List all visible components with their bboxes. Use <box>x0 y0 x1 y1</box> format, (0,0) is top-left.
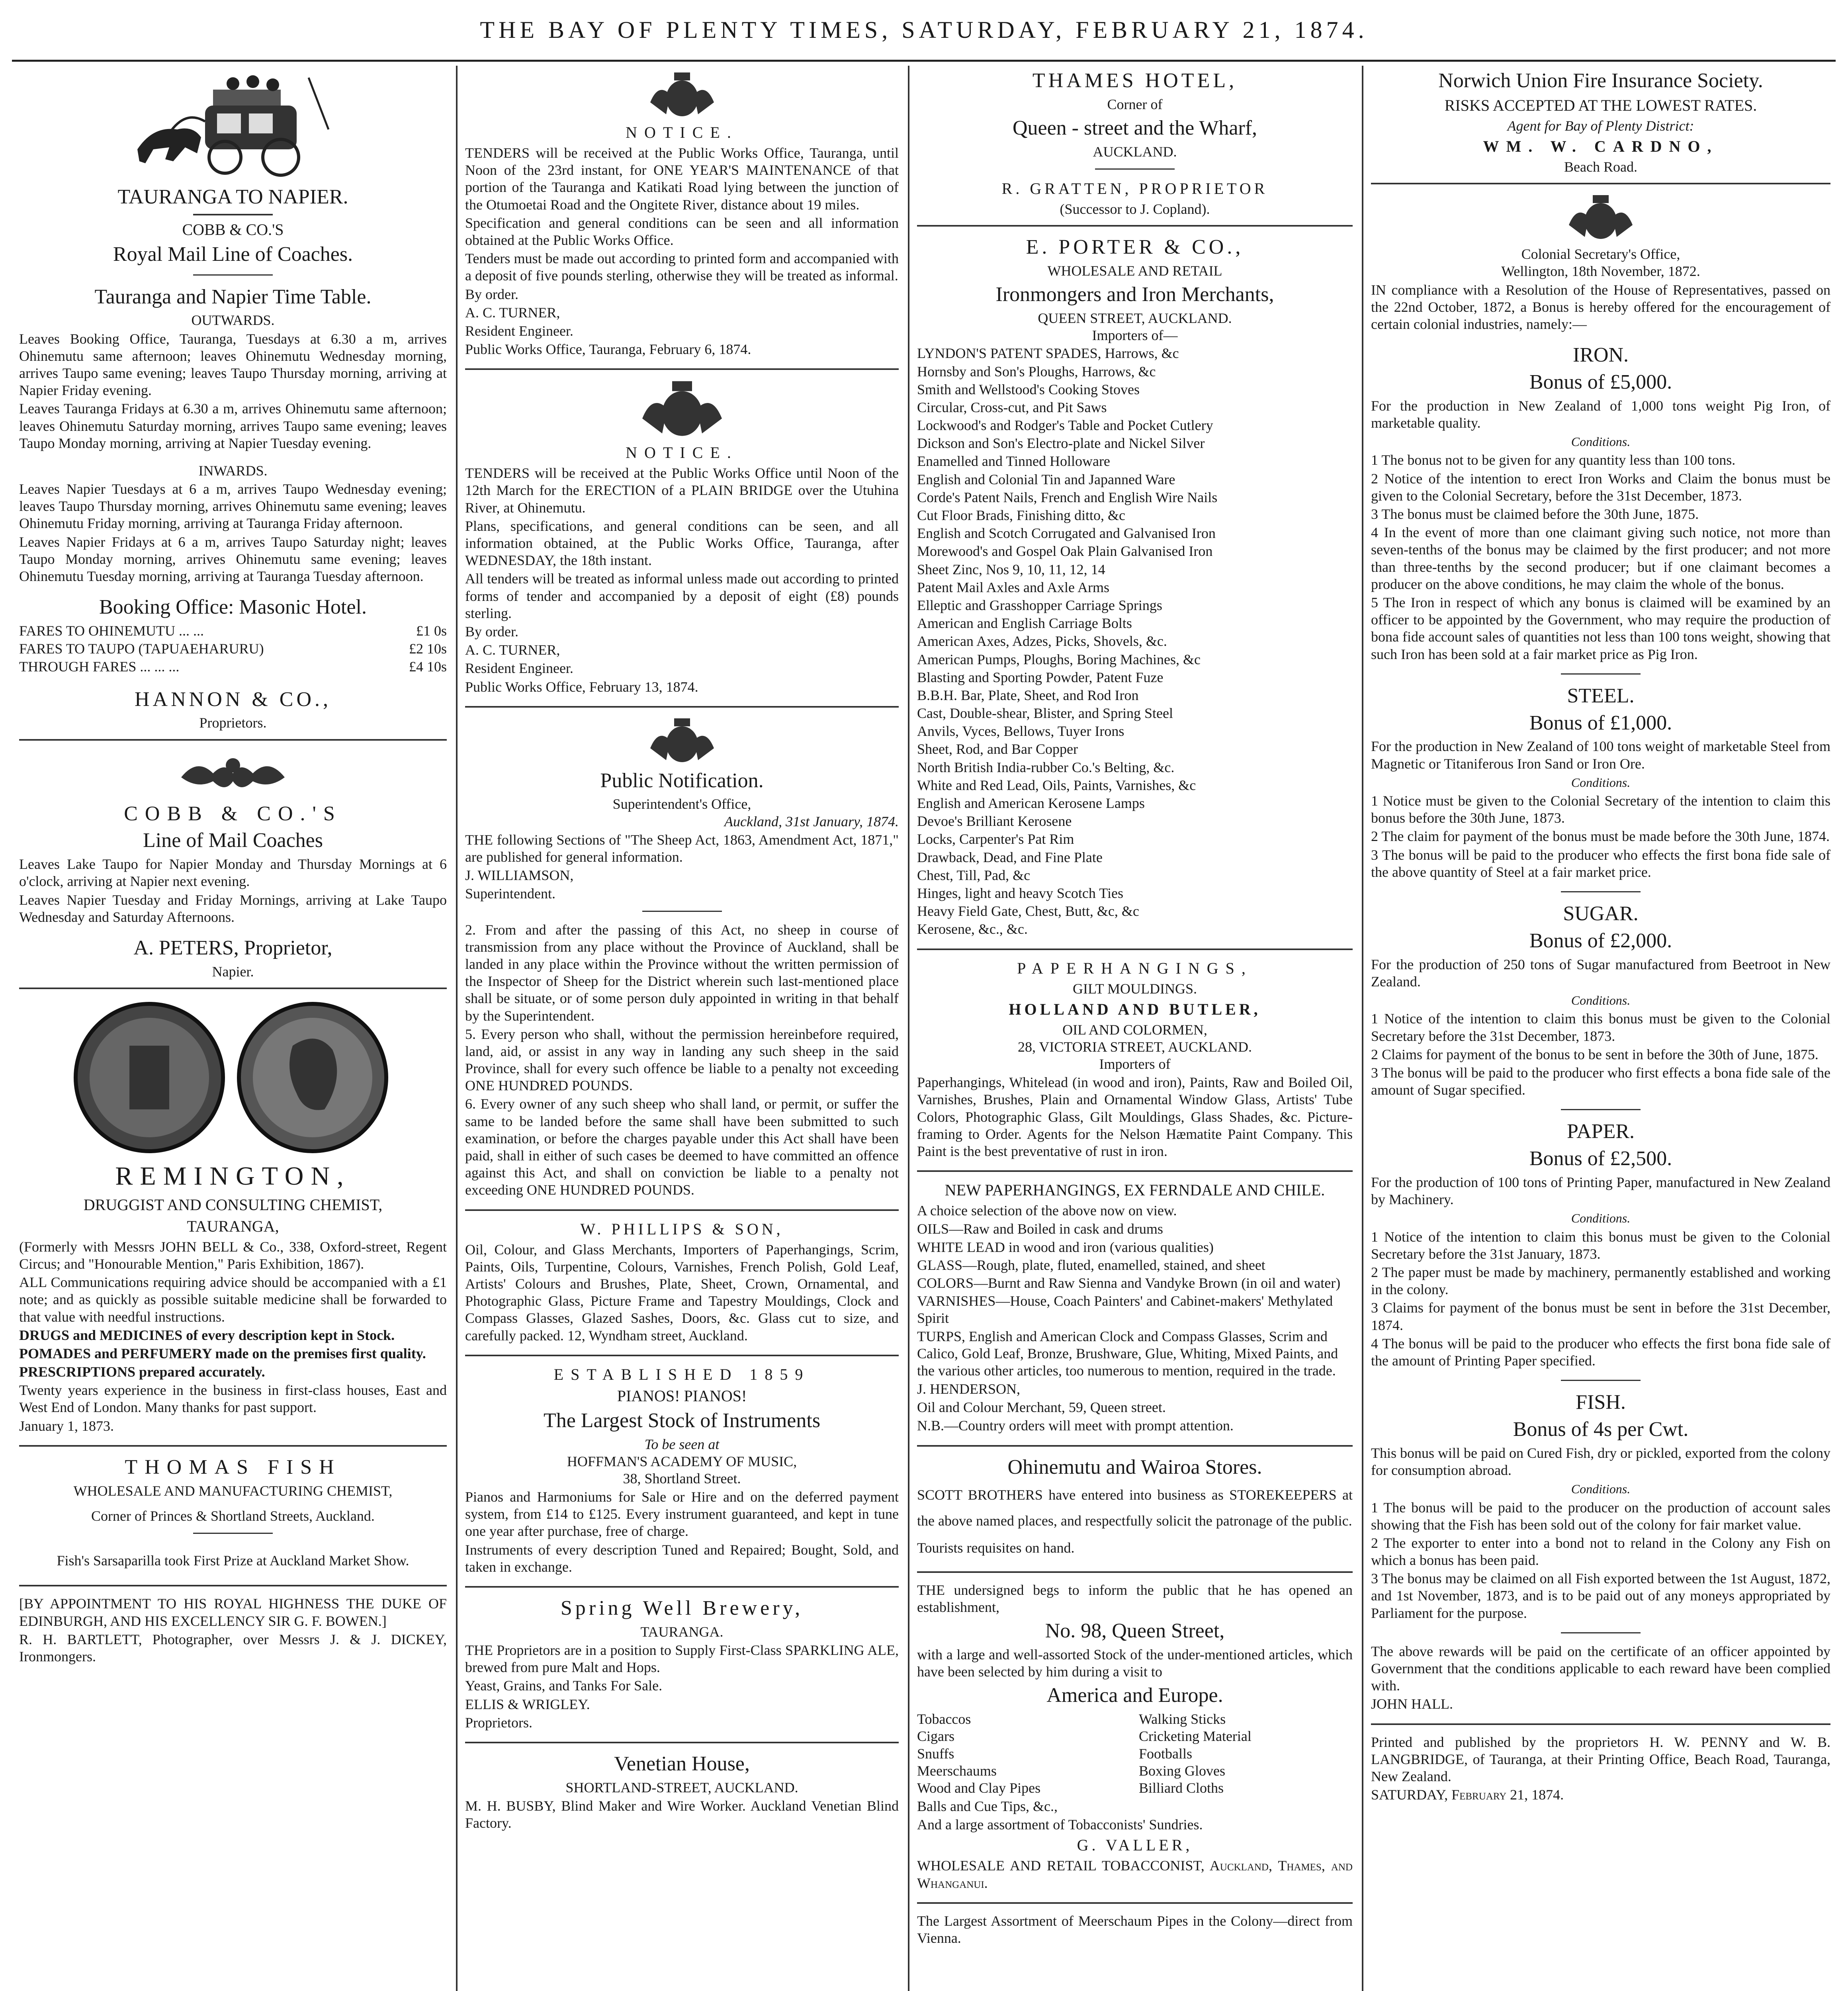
agent-line: Agent for Bay of Plenty District: <box>1507 117 1694 134</box>
list-item: LYNDON'S PATENT SPADES, Harrows, &c <box>917 345 1179 362</box>
notice-date: Public Works Office, February 13, 1874. <box>465 679 698 695</box>
separator <box>193 274 273 276</box>
successor-line: (Successor to J. Copland). <box>1060 201 1210 217</box>
colsec-para: IN compliance with a Resolution of the House of Representatives, passed on the 22nd October, 1872, a Bonus is hereby offered for the encouragement of certain colonial industries, namely:— <box>1371 282 1830 332</box>
royal-crest-icon <box>642 70 722 118</box>
royal-crest-icon <box>1561 193 1641 241</box>
remington-sub: DRUGGIST AND CONSULTING CHEMIST, <box>83 1195 383 1214</box>
henderson-sub: Oil and Colour Merchant, 59, Queen street. <box>917 1399 1166 1416</box>
bonus-para: For the production in New Zealand of 100 tons weight of marketable Steel from Magnetic or Titaniferous Iron Sand or Iron Ore. <box>1371 738 1830 772</box>
condition-item: 1 Notice must be given to the Colonial Secretary of the intention to claim this bonus before the 30th June, 1873. <box>1371 793 1830 826</box>
condition-item: 2 Notice of the intention to erect Iron Works and Claim the bonus must be given to the Colonial Secretary, before the 31st December, 1873. <box>1371 470 1830 504</box>
pub-para: THE following Sections of "The Sheep Act, 1863, Amendment Act, 1871," are published for general information. <box>465 831 899 865</box>
holland-address: 28, VICTORIA STREET, AUCKLAND. <box>1017 1039 1252 1055</box>
gratten-heading: R. GRATTEN, PROPRIETOR <box>1001 179 1268 198</box>
list-item: B.B.H. Bar, Plate, Sheet, and Rod Iron <box>917 687 1139 703</box>
list-item: American Pumps, Ploughs, Boring Machines, &c <box>917 651 1201 667</box>
remington-date: January 1, 1873. <box>19 1418 114 1434</box>
column-3 <box>910 66 1360 1991</box>
valler-goods-list <box>917 1711 1353 1797</box>
list-item: Cast, Double-shear, Blister, and Spring Steel <box>917 705 1173 722</box>
inwards-label: INWARDS. <box>198 462 268 479</box>
notice-heading: NOTICE. <box>626 444 738 462</box>
iron-heading: IRON. <box>1572 344 1629 367</box>
royal-crest-icon <box>642 716 722 764</box>
paper-heading: PAPER. <box>1566 1120 1635 1143</box>
ornament-icon <box>173 749 293 797</box>
colsec-date: Wellington, 18th November, 1872. <box>1501 263 1700 280</box>
list-item: TURPS, English and American Clock and Compass Glasses, Scrim and Calico, Gold Leaf, Bronze, Brushware, Glue, Whiting, Mixed Paints, and the various other articles, too numerous to mention, required in the trade. <box>917 1328 1338 1379</box>
scott-para: SCOTT BROTHERS have entered into business as STOREKEEPERS at the above named places, and respectfully solicit the patronage of the public. <box>917 1487 1353 1529</box>
list-item: American and English Carriage Bolts <box>917 615 1132 632</box>
porter-sub: WHOLESALE AND RETAIL <box>1047 262 1222 279</box>
list-item: Devoe's Brilliant Kerosene <box>917 813 1072 829</box>
outwards-para-2: Leaves Tauranga Fridays at 6.30 a m, arrives Ohinemutu same afternoon; leaves Ohinemutu Saturday morning, arrives Taupo same evening; leaves Taupo Monday morning, arriving at Napier Tuesday evening. <box>19 401 447 451</box>
thames-hotel-heading: THAMES HOTEL, <box>1032 69 1238 92</box>
fish-bonus: Bonus of 4s per Cwt. <box>1513 1418 1689 1441</box>
notice-para: All tenders will be treated as informal unless made out according to printed forms of tender and accompanied by a deposit of eight (£8) pounds sterling. <box>465 571 899 621</box>
holland-sub: OIL AND COLORMEN, <box>1062 1021 1207 1038</box>
steel-heading: STEEL. <box>1567 684 1635 707</box>
cobb-heading: COBB & CO.'S <box>182 220 284 239</box>
condition-item: 2 The exporter to enter into a bond not to reland in the Colony any Fish on which a bonus has been paid. <box>1371 1535 1830 1569</box>
list-item: Kerosene, &c., &c. <box>917 921 1028 937</box>
list-item: English and Scotch Corrugated and Galvanised Iron <box>917 525 1216 542</box>
notice-date: Public Works Office, Tauranga, February 6, 1874. <box>465 341 751 358</box>
list-item: Lockwood's and Rodger's Table and Pocket Cutlery <box>917 417 1213 434</box>
seen-at: To be seen at <box>644 1436 720 1452</box>
hoffman-name: HOFFMAN'S ACADEMY OF MUSIC, <box>567 1453 797 1469</box>
separator <box>193 214 273 215</box>
peters-heading: A. PETERS, Proprietor, <box>133 936 332 959</box>
cobb-para-2: Leaves Napier Tuesday and Friday Mornings, arriving at Lake Taupo Wednesday and Saturday Afternoons. <box>19 892 447 925</box>
inwards-para-2: Leaves Napier Fridays at 6 a m, arrives Taupo Saturday night; leaves Taupo Monday morning, arrives Ohinemutu same evening; leaves Ohinemutu Tuesday morning, arriving at Tauranga Tuesday afternoon. <box>19 534 447 585</box>
notice-heading: NOTICE. <box>626 123 738 141</box>
conditions-label: Conditions. <box>1571 434 1631 449</box>
separator <box>465 1209 899 1211</box>
column-4 <box>1364 66 1838 1991</box>
condition-item: 1 The bonus not to be given for any quantity less than 100 tons. <box>1371 452 1736 468</box>
outwards-label: OUTWARDS. <box>191 312 275 329</box>
condition-item: 3 Claims for payment of the bonus must be sent in before the 31st December, 1874. <box>1371 1300 1830 1333</box>
condition-item: 4 The bonus will be paid to the producer who effects the first bona fide sale of the amount of Printing Paper specified. <box>1371 1335 1830 1369</box>
hoffman-address: 38, Shortland Street. <box>623 1470 741 1486</box>
list-item: COLORS—Burnt and Raw Sienna and Vandyke Brown (in oil and water) <box>917 1275 1341 1291</box>
stagecoach-illustration <box>121 70 344 177</box>
peters-sub: Napier. <box>212 963 254 980</box>
list-item: VARNISHES—House, Coach Painters' and Cabinet-makers' Methylated Spirit <box>917 1293 1333 1326</box>
fish-address: Corner of Princes & Shortland Streets, Auckland. <box>91 1508 375 1524</box>
cardno-name: WM. W. CARDNO, <box>1483 137 1719 155</box>
list-item: Cut Floor Brads, Finishing ditto, &c <box>917 507 1126 523</box>
column-divider <box>908 66 909 1991</box>
separator <box>465 1586 899 1588</box>
valler-para: And a large assortment of Tobacconists' Sundries. <box>917 1817 1203 1833</box>
fare-row: THROUGH FARES ... ... ... £4 10s <box>19 659 447 675</box>
royal-crest-icon <box>630 379 734 438</box>
new-para: A choice selection of the above now on view. <box>917 1203 1177 1219</box>
valler-signature: G. VALLER, <box>1077 1836 1193 1854</box>
ironmongers-heading: Ironmongers and Iron Merchants, <box>995 283 1274 306</box>
separator <box>19 739 447 741</box>
list-item: Cricketing Material <box>1139 1728 1252 1745</box>
bartlett-appointment: [BY APPOINTMENT TO HIS ROYAL HIGHNESS THE DUKE OF EDINBURGH, AND HIS EXCELLENCY SIR G. F. BOWEN.] <box>19 1596 447 1629</box>
separator <box>917 1902 1353 1904</box>
imprint-para: Printed and published by the proprietors H. W. PENNY and W. B. LANGBRIDGE, of Tauranga, at their Printing Office, Beach Road, Tauranga, New Zealand. <box>1371 1734 1830 1784</box>
list-item: Drawback, Dead, and Fine Plate <box>917 849 1103 865</box>
list-item: American Axes, Adzes, Picks, Shovels, &c. <box>917 633 1167 649</box>
conditions-label: Conditions. <box>1571 1482 1631 1496</box>
list-item: OILS—Raw and Boiled in cask and drums <box>917 1221 1163 1237</box>
separator <box>465 368 899 370</box>
valler-address-heading: No. 98, Queen Street, <box>1045 1619 1225 1643</box>
porter-importers: Importers of— <box>1092 327 1178 344</box>
bonus-para: For the production in New Zealand of 1,000 tons weight Pig Iron, of marketable quality. <box>1371 397 1830 431</box>
steel-bonus: Bonus of £1,000. <box>1529 711 1672 734</box>
established-heading: ESTABLISHED 1859 <box>553 1365 810 1383</box>
valler-balls: Balls and Cue Tips, &c., <box>917 1798 1058 1815</box>
inwards-para-1: Leaves Napier Tuesdays at 6 a m, arrives Taupo Wednesday evening; leaves Taupo Thursday morning, arrives Ohinemutu same evening; leaves Ohinemutu Friday morning, arriving at Tauranga Friday afternoon. <box>19 481 447 532</box>
separator <box>917 949 1353 950</box>
royal-mail-heading: Royal Mail Line of Coaches. <box>113 243 353 266</box>
conditions-label: Conditions. <box>1571 1211 1631 1226</box>
valler-para: The Largest Assortment of Meerschaum Pipes in the Colony—direct from Vienna. <box>917 1913 1353 1946</box>
porter-address: QUEEN STREET, AUCKLAND. <box>1038 310 1232 326</box>
sugar-heading: SUGAR. <box>1563 902 1639 925</box>
separator <box>1095 168 1175 170</box>
list-item: WHITE LEAD in wood and iron (various qualities) <box>917 1239 1214 1255</box>
sugar-bonus: Bonus of £2,000. <box>1529 929 1672 952</box>
porter-item-list <box>917 345 1353 938</box>
notice-para: TENDERS will be received at the Public Works Office until Noon of the 12th March for the ERECTION of a PLAIN BRIDGE over the Utuhina River, at Ohinemutu. <box>465 465 899 516</box>
henderson-signature: J. HENDERSON, <box>917 1381 1021 1397</box>
bartlett-para: R. H. BARTLETT, Photographer, over Messrs J. & J. DICKEY, Ironmongers. <box>19 1631 447 1664</box>
list-item: Patent Mail Axles and Axle Arms <box>917 579 1109 595</box>
america-europe-heading: America and Europe. <box>1046 1684 1223 1707</box>
bonus-para: For the production of 100 tons of Printing Paper, manufactured in New Zealand by Machinery. <box>1371 1174 1830 1208</box>
separator <box>19 988 447 989</box>
list-item: GLASS—Rough, plate, fluted, enamelled, stained, and sheet <box>917 1257 1265 1273</box>
ohinemutu-heading: Ohinemutu and Wairoa Stores. <box>1007 1455 1262 1479</box>
notice-para: TENDERS will be received at the Public Works Office, Tauranga, until Noon of the 23rd instant, for ONE YEAR'S MAINTENANCE of that portion of the Tauranga and Katikati Road lying between the junction of the Otumoetai Road and the Ongitete River, distance about 19 miles. <box>465 145 899 213</box>
list-item: Morewood's and Gospel Oak Plain Galvanised Iron <box>917 543 1213 559</box>
masthead: THE BAY OF PLENTY TIMES, SATURDAY, FEBRUARY 21, 1874. <box>480 17 1368 43</box>
brewery-para: Yeast, Grains, and Tanks For Sale. <box>465 1678 663 1694</box>
list-item: Blasting and Sporting Powder, Patent Fuze <box>917 669 1164 685</box>
list-item: Chest, Till, Pad, &c <box>917 867 1031 883</box>
cobb-line-heading: COBB & CO.'S <box>124 802 342 825</box>
list-item: Dickson and Son's Electro-plate and Nickel Silver <box>917 435 1205 452</box>
list-item: Locks, Carpenter's Pat Rim <box>917 831 1074 847</box>
fish-para: Fish's Sarsaparilla took First Prize at Auckland Market Show. <box>57 1553 409 1569</box>
phillips-para: Oil, Colour, and Glass Merchants, Importers of Paperhangings, Scrim, Paints, Oils, Turpentine, Colours, Varnishes, French Polish, Gold Leaf, Artists' Colours and Brushes, Plate, Sheet, Crown, Ornamental, and Photographic Glass, Picture Frame and Tapestry Mouldings, Clock and Compass Glasses, Glazed Sashes, Doors, &c. Glass cut to size, and carefully packed. 12, Wyndham street, Auckland. <box>465 1241 899 1344</box>
valler-para: THE undersigned begs to inform the public that he has opened an establishment, <box>917 1582 1353 1615</box>
paper-bonus: Bonus of £2,500. <box>1529 1147 1672 1170</box>
list-item: English and American Kerosene Lamps <box>917 795 1145 811</box>
bonus-para: For the production of 250 tons of Sugar manufactured from Beetroot in New Zealand. <box>1371 956 1830 990</box>
holland-para: Paperhangings, Whitelead (in wood and iron), Paints, Raw and Boiled Oil, Varnishes, Brushes, Plain and Ornamental Window Glass, Artists' Tube Colors, Photographic Glass, Gilt Mouldings, Glass Shades, &c. Picture-framing to Order. Agents for the Nelson Hæmatite Paint Company. This Paint is the best preventative of rust in iron. <box>917 1074 1353 1159</box>
colsec-office: Colonial Secretary's Office, <box>1521 246 1680 262</box>
valler-para: with a large and well-assorted Stock of the under-mentioned articles, which have been selected by him during a visit to <box>917 1646 1353 1680</box>
notice-signature-title: Resident Engineer. <box>465 660 573 677</box>
list-item: Anvils, Vyces, Bellows, Tuyer Irons <box>917 723 1124 739</box>
mail-coaches-heading: Line of Mail Coaches <box>143 829 323 852</box>
hoffman-para: Instruments of every description Tuned and Repaired; Bought, Sold, and taken in exchange. <box>465 1541 899 1575</box>
separator <box>917 1170 1353 1172</box>
masthead-rule <box>12 60 1836 62</box>
condition-item: 2 Claims for payment of the bonus to be sent in before the 30th of June, 1875. <box>1371 1046 1819 1062</box>
notice-para: Specification and general conditions can be seen and all information obtained at the Public Works Office. <box>465 215 899 248</box>
condition-item: 5 The Iron in respect of which any bonus is claimed will be examined by an officer to be appointed by the Government, who may require the production of bona fide account sales of quantities not less than 100 tons weight, showing that such Iron has been sold at a fair market price as Pig Iron. <box>1371 594 1830 662</box>
remington-town: TAURANGA, <box>187 1217 279 1235</box>
pub-para: 6. Every owner of any such sheep who shall land, or permit, or suffer the same to be landed before the same shall have been submitted to such examination, or before the charges payable under this Act shall have been paid, shall in either of such cases be deemed to have committed an offence against this Act, and shall on conviction be liable to a penalty not exceeding ONE HUNDRED POUNDS. <box>465 1096 899 1198</box>
beach-road: Beach Road. <box>1564 158 1637 175</box>
list-item: Circular, Cross-cut, and Pit Saws <box>917 399 1107 415</box>
remington-heading: REMINGTON, <box>115 1161 351 1191</box>
column-2 <box>458 66 906 1991</box>
pub-signature: J. WILLIAMSON, <box>465 867 574 884</box>
pub-signature-title: Superintendent. <box>465 886 555 902</box>
separator <box>1371 183 1830 184</box>
pub-date: Auckland, 31st January, 1874. <box>724 813 899 829</box>
brewery-heading: Spring Well Brewery, <box>560 1597 804 1620</box>
phillips-heading: W. PHILLIPS & SON, <box>580 1220 784 1238</box>
list-item: Elleptic and Grasshopper Carriage Springs <box>917 597 1162 613</box>
notice-signature: A. C. TURNER, <box>465 304 560 321</box>
condition-item: 1 Notice of the intention to claim this bonus must be given to the Colonial Secretary before the 31st December, 1873. <box>1371 1011 1830 1044</box>
venetian-address: SHORTLAND-STREET, AUCKLAND. <box>565 1779 798 1795</box>
fish-sub: WHOLESALE AND MANUFACTURING CHEMIST, <box>73 1482 393 1499</box>
condition-item: 3 The bonus will be paid to the producer who effects the first bona fide sale of the above quantity of Steel at a fair market price. <box>1371 847 1830 880</box>
venetian-heading: Venetian House, <box>614 1752 750 1775</box>
separator <box>917 1445 1353 1447</box>
brewery-town: TAURANGA. <box>640 1623 724 1640</box>
pianos-heading: PIANOS! PIANOS! <box>617 1387 747 1405</box>
outwards-para-1: Leaves Booking Office, Tauranga, Tuesdays at 6.30 a m, arrives Ohinemutu same afternoon; leaves Ohinemutu Wednesday morning, arrives Taupo same evening; leaves Taupo Thursday morning, arriving at Napier Friday evening. <box>19 331 447 399</box>
hannon-heading: HANNON & CO., <box>135 688 331 711</box>
norwich-heading: Norwich Union Fire Insurance Society. <box>1438 69 1763 92</box>
brewery-signature-title: Proprietors. <box>465 1714 532 1731</box>
separator <box>193 1533 273 1534</box>
paperhangings-sub: GILT MOULDINGS. <box>1072 980 1197 997</box>
list-item: Meerschaums <box>917 1762 997 1779</box>
notice-by-order: By order. <box>465 623 518 640</box>
valler-sub: WHOLESALE AND RETAIL TOBACCONIST, Auckland, Thames, and Whanganui. <box>917 1858 1353 1891</box>
condition-item: 3 The bonus will be paid to the producer who first effects a bona fide sale of the amount of Sugar specified. <box>1371 1064 1830 1098</box>
list-item: Billiard Cloths <box>1139 1780 1224 1796</box>
condition-item: 4 In the event of more than one claimant giving such notice, not more than seven-tenths of the bonus may be claimed by the first producer; and not more than three-tenths by the second producer; but if one claimant becomes a producer on the above conditions, he may claim the whole of the bonus. <box>1371 524 1830 592</box>
separator <box>19 1445 447 1447</box>
separator <box>19 1585 447 1586</box>
risks-heading: RISKS ACCEPTED AT THE LOWEST RATES. <box>1444 96 1757 114</box>
separator <box>1561 1380 1641 1381</box>
remington-para: ALL Communications requiring advice should be accompanied with a £1 note; and as quickly as possible suitable medicine shall be forwarded to that value with needful instructions. <box>19 1274 447 1325</box>
cobb-para-1: Leaves Lake Taupo for Napier Monday and Thursday Mornings at 6 o'clock, arriving at Napier next evening. <box>19 856 447 890</box>
list-item: Sheet Zinc, Nos 9, 10, 11, 12, 14 <box>917 561 1105 577</box>
separator <box>1561 1632 1641 1633</box>
bonus-para: This bonus will be paid on Cured Fish, dry or pickled, exported from the colony for consumption abroad. <box>1371 1445 1830 1478</box>
henderson-nb: N.B.—Country orders will meet with prompt attention. <box>917 1418 1234 1434</box>
thomas-fish-heading: THOMAS FISH <box>125 1455 341 1479</box>
notice-signature: A. C. TURNER, <box>465 642 560 658</box>
column-1 <box>12 66 454 1991</box>
notice-by-order: By order. <box>465 286 518 302</box>
separator <box>465 706 899 708</box>
fish-heading: FISH. <box>1576 1391 1626 1414</box>
list-item: White and Red Lead, Oils, Paints, Varnishes, &c <box>917 777 1196 793</box>
list-item: Walking Sticks <box>1139 1711 1226 1727</box>
john-hall-signature: JOHN HALL. <box>1371 1696 1453 1712</box>
condition-item: 2 The claim for payment of the bonus must be made before the 30th June, 1874. <box>1371 828 1830 845</box>
imprint-date: SATURDAY, February 21, 1874. <box>1371 1787 1564 1803</box>
holland-importers: Importers of <box>1099 1056 1171 1072</box>
condition-item: 2 The paper must be made by machinery, permanently established and working in the colony. <box>1371 1264 1830 1298</box>
rewards-para: The above rewards will be paid on the certificate of an officer appointed by Government that the conditions applicable to each reward have been complied with. <box>1371 1643 1830 1694</box>
booking-office: Booking Office: Masonic Hotel. <box>99 596 367 619</box>
notice-signature-title: Resident Engineer. <box>465 323 573 339</box>
holland-heading: HOLLAND AND BUTLER, <box>1009 1000 1261 1018</box>
separator <box>642 911 722 912</box>
list-item: Enamelled and Tinned Holloware <box>917 453 1110 469</box>
condition-item: 3 The bonus may be claimed on all Fish exported between the 1st August, 1872, and 1st November, 1873, and is to be paid out of any moneys appropriated by Parliament for the purpose. <box>1371 1571 1830 1621</box>
list-item: Sheet, Rod, and Bar Copper <box>917 741 1078 757</box>
remington-para: Twenty years experience in the business in first-class houses, East and West End of London. Many thanks for past support. <box>19 1382 447 1416</box>
list-item: Hornsby and Son's Ploughs, Harrows, &c <box>917 363 1156 379</box>
largest-stock-heading: The Largest Stock of Instruments <box>543 1409 821 1432</box>
iron-bonus: Bonus of £5,000. <box>1529 370 1672 393</box>
notice-para: Plans, specifications, and general conditions can be seen, and all information obtained, at the Public Works Office, Tauranga, after WEDNESDAY, the 18th instant. <box>465 518 899 569</box>
fare-row: FARES TO OHINEMUTU ... ... £1 0s <box>19 623 447 639</box>
list-item: Hinges, light and heavy Scotch Ties <box>917 885 1123 901</box>
list-item: Cigars <box>917 1728 954 1745</box>
list-item: English and Colonial Tin and Japanned Ware <box>917 471 1175 487</box>
list-item: Corde's Patent Nails, French and English Wire Nails <box>917 489 1218 505</box>
separator <box>917 225 1353 227</box>
remington-para: (Formerly with Messrs JOHN BELL & Co., 338, Oxford-street, Regent Circus; and "Honourable Mention," Paris Exhibition, 1867). <box>19 1238 447 1272</box>
scott-para: Tourists requisites on hand. <box>917 1540 1075 1556</box>
pub-para: 2. From and after the passing of this Act, no sheep in course of transmission from any place without the Province of Auckland, shall be landed in any place within the Province without the written permission of the Inspector of Sheep for the District wherein such last-mentioned place shall be situate, or of some person duly appointed in writing in that behalf by the Superintendent. <box>465 921 899 1024</box>
column-divider <box>456 66 458 1991</box>
list-item: Boxing Gloves <box>1139 1762 1226 1779</box>
condition-item: 3 The bonus must be claimed before the 30th June, 1875. <box>1371 506 1699 522</box>
separator <box>465 1355 899 1356</box>
new-paperhangings-heading: NEW PAPERHANGINGS, EX FERNDALE AND CHILE. <box>945 1181 1325 1199</box>
condition-item: 1 Notice of the intention to claim this bonus must be given to the Colonial Secretary before the 31st January, 1873. <box>1371 1228 1830 1262</box>
venetian-para: M. H. BUSBY, Blind Maker and Wire Worker. Auckland Venetian Blind Factory. <box>465 1797 899 1831</box>
separator <box>1561 891 1641 892</box>
pub-para: 5. Every person who shall, without the permission hereinbefore required, land, aid, or assist in any way in landing any such sheep in the said Province, shall for every such offence be liable to a penalty not exceeding ONE HUNDRED POUNDS. <box>465 1026 899 1094</box>
list-item: Wood and Clay Pipes <box>917 1780 1041 1796</box>
hoffman-para: Pianos and Harmoniums for Sale or Hire and on the deferred payment system, from £14 to £125. Every instrument guaranteed, and kept in tune one year after purchase, free of charge. <box>465 1489 899 1539</box>
paperhangings-heading: PAPERHANGINGS, <box>1017 959 1253 977</box>
separator <box>1371 1723 1830 1725</box>
hannon-sub: Proprietors. <box>199 715 267 731</box>
brewery-para: THE Proprietors are in a position to Supply First-Class SPARKLING ALE, brewed from pure Malt and Hops. <box>465 1642 899 1676</box>
notice-para: Tenders must be made out according to printed form and accompanied with a deposit of five pounds sterling, otherwise they will be treated as informal. <box>465 250 899 284</box>
brewery-signature: ELLIS & WRIGLEY. <box>465 1696 590 1712</box>
timetable-heading: Tauranga and Napier Time Table. <box>94 285 372 308</box>
porter-heading: E. PORTER & CO., <box>1026 236 1244 259</box>
pub-office: Superintendent's Office, <box>612 796 751 812</box>
list-item: Heavy Field Gate, Chest, Butt, &c, &c <box>917 903 1139 919</box>
medal-illustration <box>70 998 396 1157</box>
column-divider <box>1362 66 1363 1991</box>
corner-of: Corner of <box>1107 96 1163 112</box>
remington-para: POMADES and PERFUMERY made on the premises first quality. <box>19 1345 426 1361</box>
separator <box>1561 673 1641 675</box>
streets-heading: Queen - street and the Wharf, <box>1012 116 1257 139</box>
condition-item: 1 The bonus will be paid to the producer on the production of account sales showing that the Fish has been sold out of the colony for fair market value. <box>1371 1499 1830 1533</box>
conditions-label: Conditions. <box>1571 775 1631 790</box>
list-item: Tobaccos <box>917 1711 971 1727</box>
auckland-label: AUCKLAND. <box>1093 143 1177 160</box>
separator <box>1561 1109 1641 1110</box>
remington-para: DRUGS and MEDICINES of every description kept in Stock. <box>19 1327 395 1343</box>
separator <box>917 1571 1353 1573</box>
fare-row: FARES TO TAUPO (TAPUAEHARURU) £2 10s <box>19 641 447 657</box>
conditions-label: Conditions. <box>1571 993 1631 1007</box>
list-item: Snuffs <box>917 1745 954 1762</box>
remington-para: PRESCRIPTIONS prepared accurately. <box>19 1364 265 1380</box>
list-item: Footballs <box>1139 1745 1193 1762</box>
list-item: Smith and Wellstood's Cooking Stoves <box>917 381 1140 397</box>
coach-title: TAURANGA TO NAPIER. <box>117 186 348 208</box>
separator <box>465 1742 899 1743</box>
list-item: North British India-rubber Co.'s Belting, &c. <box>917 759 1175 775</box>
public-notification-heading: Public Notification. <box>600 769 764 792</box>
